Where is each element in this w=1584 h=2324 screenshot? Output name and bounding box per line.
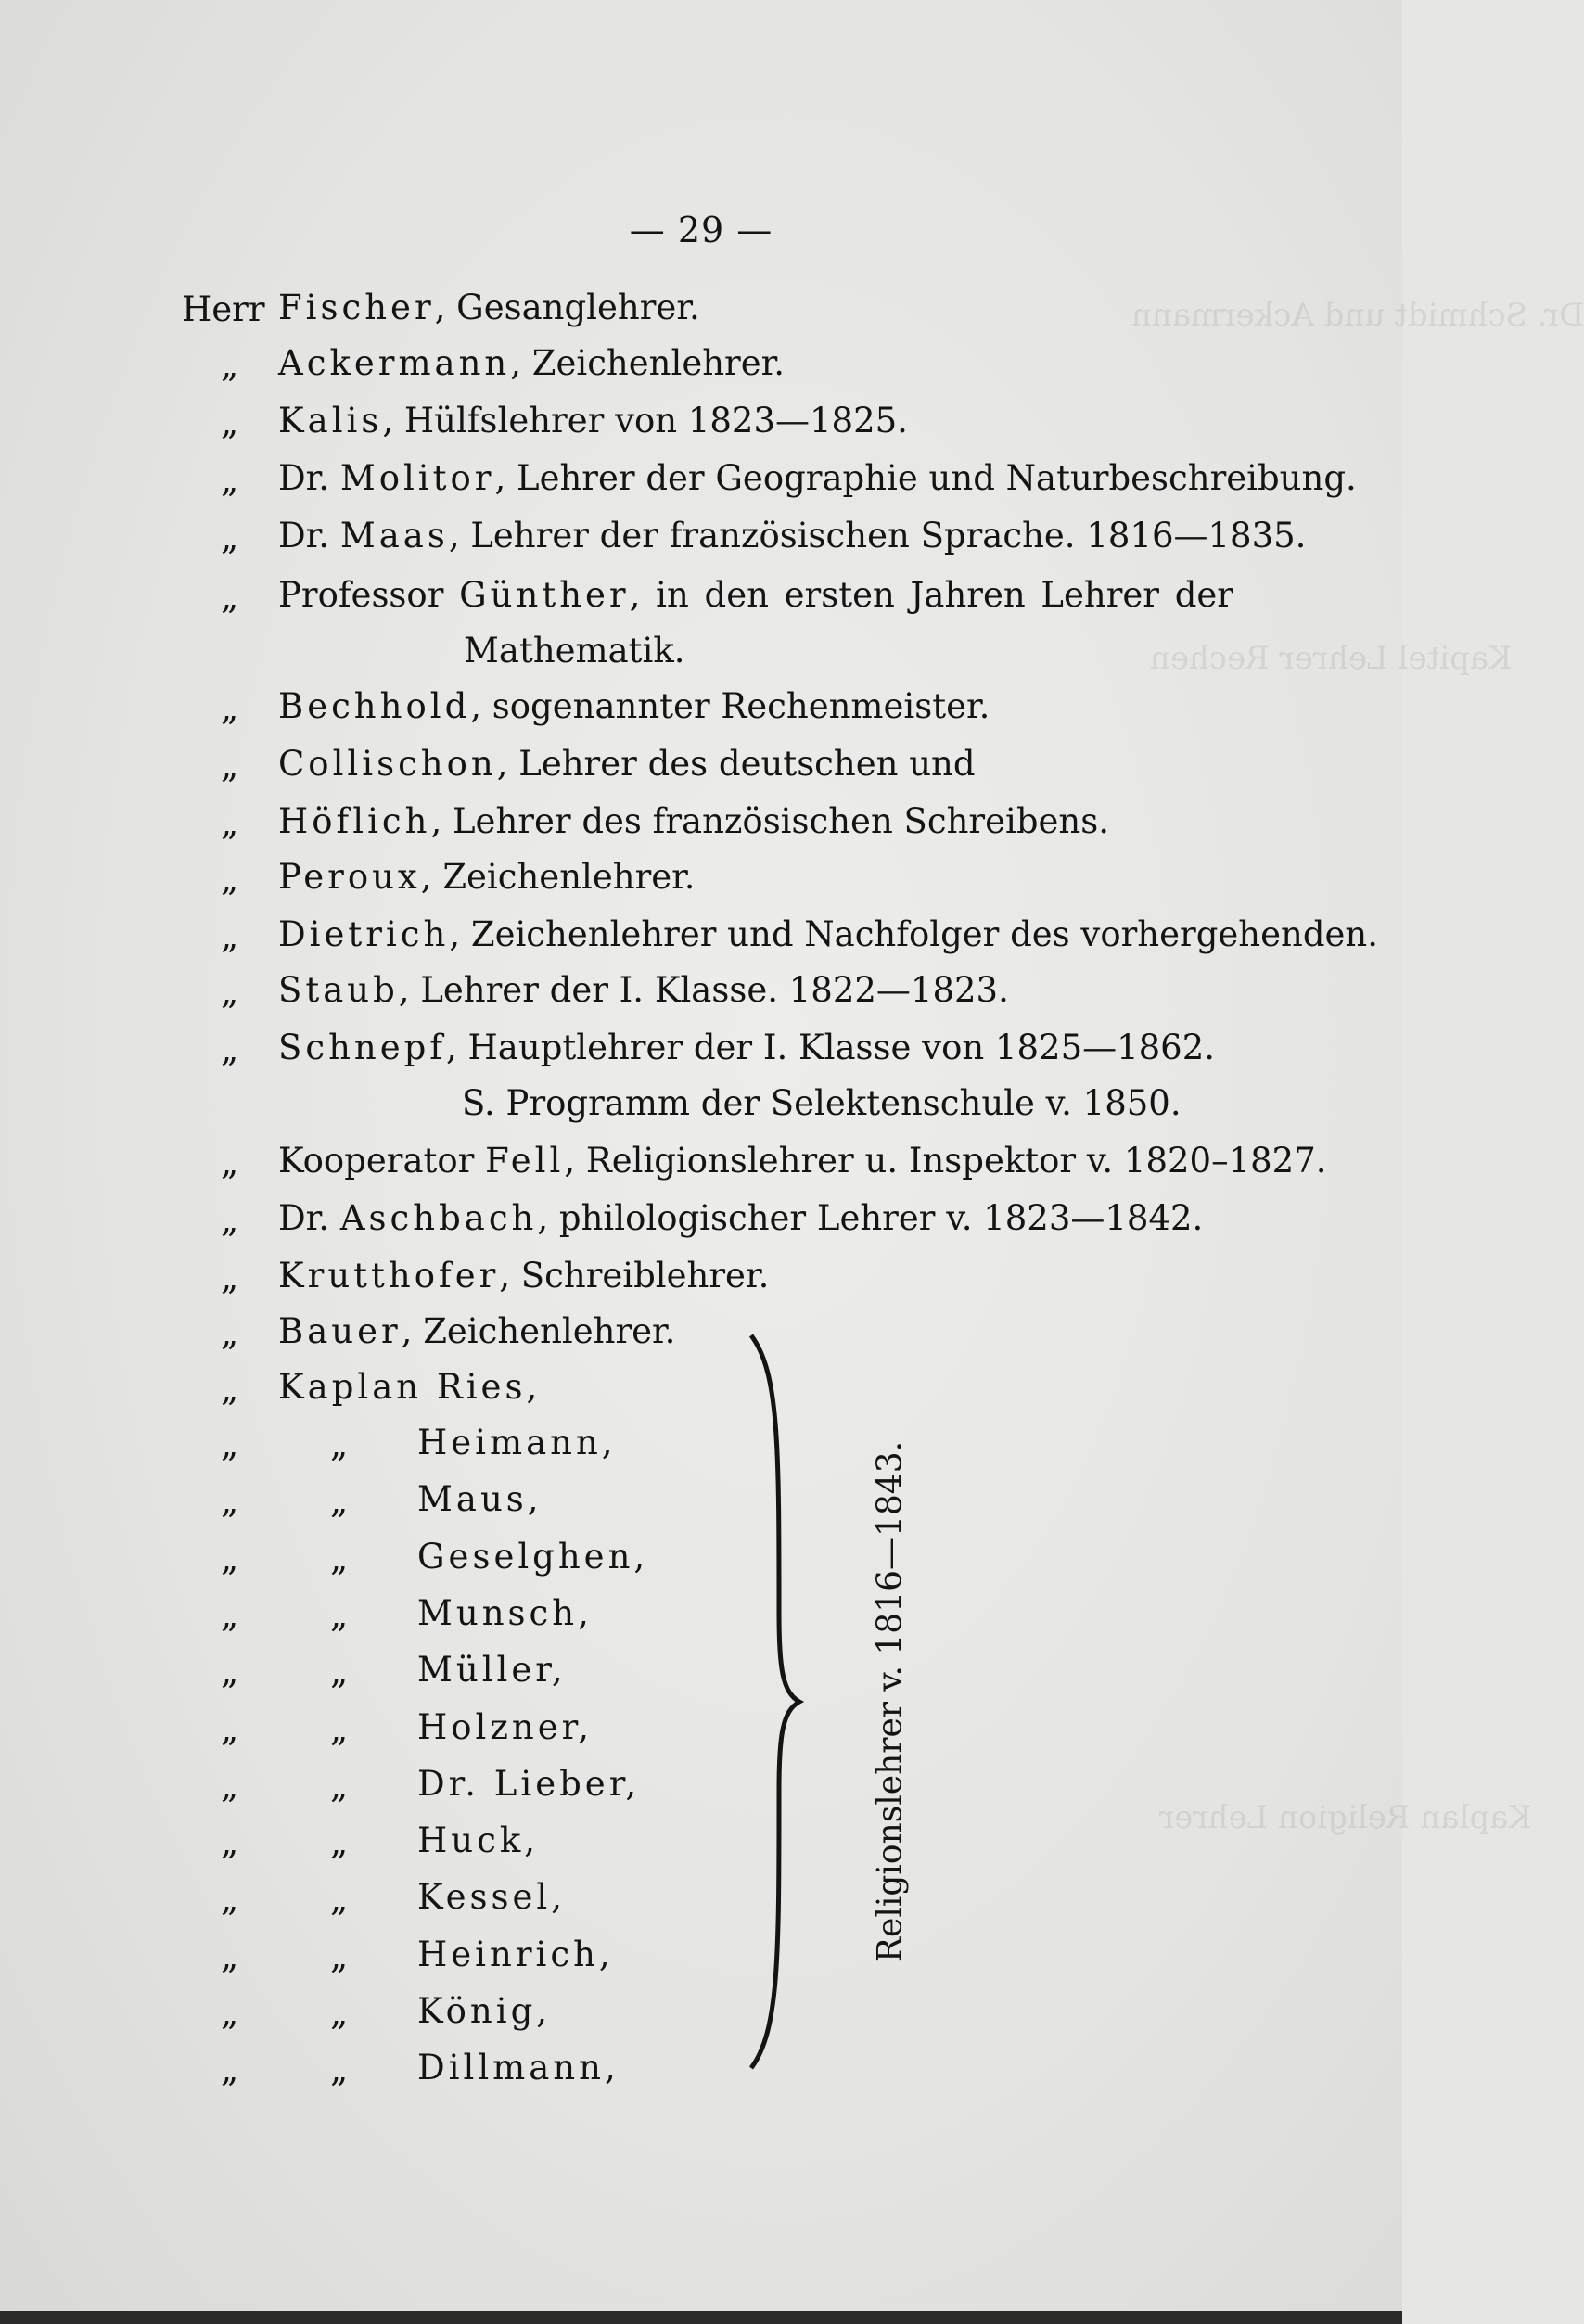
entry-name: Fischer xyxy=(278,287,435,327)
entry-name: Peroux xyxy=(278,857,421,897)
entry-name: Höflich xyxy=(278,801,431,841)
entry-text xyxy=(278,1028,1215,1067)
kaplan-item xyxy=(0,1987,835,2043)
ditto-mark: „ xyxy=(221,1879,239,1920)
ditto-mark: „ xyxy=(330,1424,349,1464)
bleed-through: Kapitel Lehrer Rechen xyxy=(1150,640,1513,677)
ditto-mark: „ xyxy=(330,2049,349,2090)
kaplan-name: Heimann, xyxy=(417,1423,617,1462)
entry-prefix: „ xyxy=(221,577,239,617)
kaplan-name: Huck, xyxy=(417,1820,539,1861)
entry-description: , in den ersten Jahren Lehrer der xyxy=(629,575,1233,615)
entry-description: , Lehrer der I. Klasse. 1822—1823. xyxy=(398,970,1009,1010)
ditto-mark: „ xyxy=(221,2049,239,2090)
entry-description: , Lehrer der Geographie und Naturbeschreibung. xyxy=(494,458,1357,498)
ditto-mark: „ xyxy=(221,1369,239,1409)
entry-description: , Zeichenlehrer und Nachfolger des vorhergehenden. xyxy=(449,914,1379,954)
entry-name: Ackermann xyxy=(278,343,511,383)
entry-text xyxy=(278,744,976,784)
entry-text xyxy=(278,575,1233,615)
kaplan-item xyxy=(0,1419,835,1475)
entry-title: Dr. xyxy=(278,516,340,555)
entry-prefix: „ xyxy=(221,859,239,899)
bleed-through: Kaplan Religion Lehrer xyxy=(1159,1799,1532,1836)
entry-text xyxy=(278,1311,675,1351)
entry-description: , Zeichenlehrer. xyxy=(510,343,786,383)
page-bottom-edge xyxy=(0,2311,1402,2324)
entry-prefix: „ xyxy=(221,803,239,843)
entry-prefix: „ xyxy=(221,1029,239,1069)
entry-text xyxy=(278,516,1306,555)
kaplan-name: Geselghen, xyxy=(417,1536,649,1577)
kaplan-name: Dr. Lieber, xyxy=(417,1763,641,1804)
brace-label: Religionslehrer v. 1816—1843. xyxy=(871,1440,910,1963)
entry-description: , Schreiblehrer. xyxy=(499,1256,770,1296)
kaplan-name: Kessel, xyxy=(417,1877,567,1918)
staff-entry xyxy=(0,397,1402,453)
kaplan-item xyxy=(0,1646,835,1702)
entry-title: Dr. xyxy=(278,1198,340,1238)
entry-name: Fell xyxy=(485,1141,565,1181)
kaplan-item xyxy=(0,1590,835,1645)
kaplan-name: Müller, xyxy=(417,1650,567,1691)
kaplan-name: König, xyxy=(417,1991,552,2031)
kaplan-item xyxy=(0,1363,835,1419)
entry-prefix: „ xyxy=(221,688,239,728)
entry-text xyxy=(278,401,908,441)
entry-description: , Zeichenlehrer. xyxy=(401,1311,676,1351)
staff-entry xyxy=(0,512,1402,568)
entry-description: , philologischer Lehrer v. 1823—1842. xyxy=(537,1198,1204,1238)
entry-continuation xyxy=(0,627,1402,683)
ditto-mark: „ xyxy=(221,1594,239,1635)
staff-entry xyxy=(0,284,1402,339)
staff-entry xyxy=(0,339,1402,395)
kaplan-item xyxy=(0,1817,835,1872)
entry-prefix: „ xyxy=(221,972,239,1012)
staff-entry xyxy=(0,911,1402,966)
entry-name: Dietrich xyxy=(278,914,450,954)
entry-text xyxy=(278,857,696,897)
entry-prefix: „ xyxy=(221,1200,239,1240)
entry-prefix: „ xyxy=(221,460,239,500)
entry-text xyxy=(278,914,1378,954)
kaplan-item xyxy=(0,2044,835,2100)
entry-name: Bauer xyxy=(278,1311,402,1351)
kaplan-item xyxy=(0,1475,835,1531)
entry-prefix: „ xyxy=(221,402,239,442)
continuation-text: S. Programm der Selektenschule v. 1850. xyxy=(462,1083,1182,1123)
entry-prefix: „ xyxy=(221,1143,239,1182)
ditto-mark: „ xyxy=(221,1993,239,2033)
kaplan-name: Dillmann, xyxy=(417,2048,620,2088)
staff-entry xyxy=(0,1024,1402,1079)
staff-entry xyxy=(0,454,1402,510)
kaplan-item xyxy=(0,1760,835,1816)
entry-name: Aschbach xyxy=(339,1198,538,1238)
ditto-mark: „ xyxy=(221,1822,239,1863)
entry-name: Günther xyxy=(459,575,630,615)
staff-entry xyxy=(0,740,1402,796)
entry-name: Kalis xyxy=(278,401,383,441)
kaplan-name: Heinrich, xyxy=(417,1934,614,1974)
kaplan-item xyxy=(0,1533,835,1589)
ditto-mark: „ xyxy=(330,1481,349,1522)
entry-text xyxy=(278,1141,1327,1181)
staff-entry xyxy=(0,1137,1402,1193)
entry-continuation xyxy=(0,1079,1402,1135)
entry-name: Maas xyxy=(339,516,449,555)
staff-entry xyxy=(0,683,1402,738)
staff-entry xyxy=(0,798,1402,853)
entry-description: , Hauptlehrer der I. Klasse von 1825—1862. xyxy=(446,1028,1216,1067)
ditto-mark: „ xyxy=(330,1822,349,1863)
entry-prefix: „ xyxy=(221,746,239,785)
entry-title: Dr. xyxy=(278,458,340,498)
kaplan-item xyxy=(0,1704,835,1759)
entry-description: , Lehrer des französischen Schreibens. xyxy=(430,801,1110,841)
bleed-through: Dr. Schmidt und Ackermann xyxy=(1131,297,1584,334)
ditto-mark: „ xyxy=(330,1879,349,1920)
staff-entry xyxy=(0,1308,1402,1363)
ditto-mark: „ xyxy=(221,1538,239,1578)
entry-text xyxy=(278,801,1109,841)
entry-prefix: „ xyxy=(221,345,239,385)
entry-name: Molitor xyxy=(339,458,495,498)
ditto-mark: „ xyxy=(330,1993,349,2033)
kaplan-name: Munsch, xyxy=(417,1592,593,1633)
ditto-mark: „ xyxy=(221,1708,239,1749)
entry-name: Staub xyxy=(278,970,399,1010)
entry-description: , sogenannter Rechenmeister. xyxy=(470,686,990,726)
ditto-mark: „ xyxy=(221,1481,239,1522)
ditto-mark: „ xyxy=(330,1594,349,1635)
entry-description: , Hülfslehrer von 1823—1825. xyxy=(382,401,908,441)
entry-text xyxy=(278,970,1009,1010)
entry-text xyxy=(278,686,990,726)
entry-prefix: „ xyxy=(221,517,239,557)
staff-entry xyxy=(0,571,1402,627)
entry-text xyxy=(278,458,1357,498)
entry-description: , Lehrer der französischen Sprache. 1816—1835. xyxy=(448,516,1307,555)
entry-text xyxy=(278,1256,769,1296)
entry-text xyxy=(278,343,785,383)
entry-prefix: „ xyxy=(221,1313,239,1353)
kaplan-item xyxy=(0,1873,835,1929)
ditto-mark: „ xyxy=(330,1538,349,1578)
staff-entry xyxy=(0,1252,1402,1308)
entry-description: , Religionslehrer u. Inspektor v. 1820–1827. xyxy=(564,1141,1327,1181)
ditto-mark: „ xyxy=(330,1935,349,1976)
entry-prefix: „ xyxy=(221,1258,239,1297)
kaplan-item xyxy=(0,1931,835,1986)
curly-brace xyxy=(742,1335,816,2068)
entry-prefix: „ xyxy=(221,916,239,956)
entry-name: Bechhold xyxy=(278,686,471,726)
kaplan-name: Holzner, xyxy=(417,1706,593,1747)
page-number: — 29 — xyxy=(629,210,773,250)
ditto-mark: „ xyxy=(221,1935,239,1976)
entry-description: , Zeichenlehrer. xyxy=(420,857,696,897)
continuation-text: Mathematik. xyxy=(464,631,685,670)
entry-text xyxy=(278,287,700,327)
entry-name: Krutthofer xyxy=(278,1256,500,1296)
entry-title: Professor xyxy=(278,575,460,615)
entry-description: , Lehrer des deutschen und xyxy=(496,744,976,784)
entry-name: Collischon xyxy=(278,744,497,784)
entry-name: Schnepf xyxy=(278,1028,447,1067)
entry-description: , Gesanglehrer. xyxy=(434,287,700,327)
kaplan-name: Kaplan Ries, xyxy=(278,1367,542,1407)
ditto-mark: „ xyxy=(330,1765,349,1806)
ditto-mark: „ xyxy=(221,1424,239,1464)
ditto-mark: „ xyxy=(221,1765,239,1806)
entry-text xyxy=(278,1198,1203,1238)
ditto-mark: „ xyxy=(221,1652,239,1692)
entry-prefix: Herr xyxy=(182,289,265,329)
ditto-mark: „ xyxy=(330,1708,349,1749)
kaplan-name: Maus, xyxy=(417,1479,543,1520)
staff-entry xyxy=(0,1194,1402,1250)
staff-entry xyxy=(0,853,1402,909)
entry-title: Kooperator xyxy=(278,1141,486,1181)
ditto-mark: „ xyxy=(330,1652,349,1692)
staff-entry xyxy=(0,966,1402,1022)
